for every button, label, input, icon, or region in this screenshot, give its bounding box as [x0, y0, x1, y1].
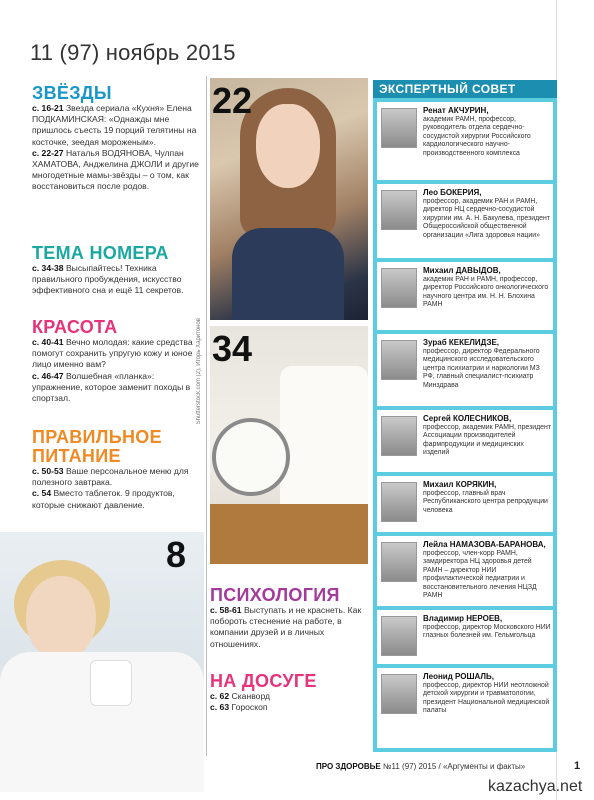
photo-pillow-shape — [280, 366, 368, 526]
beauty-pages-1: с. 40-41 — [32, 337, 64, 347]
section-leisure — [210, 672, 370, 713]
food-entry-2 — [32, 488, 202, 510]
page-edge — [556, 0, 594, 800]
expert-portrait — [381, 268, 417, 308]
section-title-psych: ПСИХОЛОГИЯ — [210, 585, 340, 605]
expert-portrait — [381, 340, 417, 380]
expert-card — [377, 262, 553, 330]
expert-portrait — [381, 482, 417, 522]
expert-name: Михаил ДАВЫДОВ, — [423, 266, 501, 275]
column-divider — [206, 76, 207, 756]
expert-card — [377, 184, 553, 258]
leisure-text-2: Гороскоп — [231, 702, 268, 713]
leisure-entry-2 — [210, 702, 370, 713]
leisure-pages-2: с. 63 — [210, 702, 230, 713]
leisure-text-1: Сканворд — [231, 691, 271, 701]
psych-text-1: Выступать и не краснеть. Как побороть стеснение на работе, в компании друзей и в личных отношениях. — [210, 605, 362, 649]
expert-card — [377, 610, 553, 664]
photo-clothing-shape — [232, 228, 344, 320]
expert-name: Владимир НЕРОЕВ, — [423, 614, 503, 623]
beauty-pages-2: с. 46-47 — [32, 370, 64, 381]
expert-council-title: ЭКСПЕРТНЫЙ СОВЕТ — [373, 80, 557, 98]
expert-name: Леонид РОШАЛЬ, — [423, 672, 494, 681]
page-footer — [316, 762, 525, 771]
theme-entry-1 — [32, 263, 202, 297]
expert-desc: профессор, академик РАН и РАМН, директор НЦ сердечно-сосудистой хирургии им. А. Н. Бакулева, президент Общероссийской общественной организации «Лига здоровья нации» — [423, 198, 550, 239]
section-title-leisure: НА ДОСУГЕ — [210, 671, 317, 691]
footer-issue: №11 (97) 2015 / «Аргументы и факты» — [382, 762, 526, 771]
expert-desc: профессор, директор НИИ неотложной детской хирургии и травматологии, президент Национальной медицинской палаты — [423, 682, 550, 715]
section-title-food-1: ПРАВИЛЬНОЕ — [32, 427, 162, 447]
stars-pages-1: с. 16-21 — [32, 103, 64, 113]
expert-portrait — [381, 674, 417, 714]
expert-desc: профессор, директор Московского НИИ глазных болезней им. Гельмгольца — [423, 624, 551, 640]
stars-entry-1 — [32, 103, 202, 148]
food-text-1: Ваше персональное меню для полезного завтрака. — [32, 466, 189, 488]
expert-desc: профессор, академик РАМН, президент Ассоциации производителей фармпродукции и медицинских изделий — [423, 424, 551, 457]
psych-pages-1: с. 58-61 — [210, 605, 242, 615]
expert-desc: профессор, директор Федерального медицинского исследовательского центра психиатрии и наркологии МЗ РФ, главный специалист-психиатр Минздрава — [423, 348, 540, 389]
food-pages-1: с. 50-53 — [32, 466, 64, 476]
section-title-theme: ТЕМА НОМЕРА — [32, 243, 169, 263]
expert-name: Михаил КОРЯКИН, — [423, 480, 497, 489]
food-pages-2: с. 54 — [32, 488, 52, 499]
beauty-entry-2 — [32, 371, 202, 405]
stars-entry-2 — [32, 148, 202, 193]
photo-credit: Shutterstock.com (2), Игорь Харитонов — [196, 318, 202, 425]
expert-card — [377, 476, 553, 532]
issue-title: 11 (97) ноябрь 2015 — [30, 40, 236, 65]
page-number: 1 — [574, 760, 581, 772]
expert-desc: профессор, член-корр РАМН, замдиректора НЦ здоровья детей РАМН – директор НИИ профилактической педиатрии и восстановительного лечения НЦЗД РАМН — [423, 550, 537, 600]
page-number-22: 22 — [212, 80, 253, 121]
stars-text-2: Наталья ВОДЯНОВА, Чулпан ХАМАТОВА, Анджелина ДЖОЛИ и другие многодетные мамы-звёзды – о том, как восстановиться после родов. — [32, 147, 199, 192]
psych-entry-1 — [210, 605, 370, 650]
expert-name: Ренат АКЧУРИН, — [423, 106, 489, 115]
section-food — [32, 428, 202, 511]
expert-portrait — [381, 616, 417, 656]
expert-portrait — [381, 190, 417, 230]
beauty-entry-1 — [32, 337, 202, 371]
photo-girl-face — [26, 576, 96, 660]
page-number-34: 34 — [212, 328, 253, 369]
theme-pages-1: с. 34-38 — [32, 263, 64, 273]
expert-council-panel — [373, 80, 557, 752]
section-title-beauty: КРАСОТА — [32, 317, 118, 337]
expert-portrait — [381, 542, 417, 582]
expert-card — [377, 102, 553, 180]
beauty-text-2: Волшебная «планка»: упражнение, которое заменит походы в спортзал. — [32, 370, 191, 404]
stars-pages-2: с. 22-27 — [32, 147, 64, 158]
section-title-stars: ЗВЁЗДЫ — [32, 83, 112, 103]
food-text-2: Вместо таблеток. 9 продуктов, которые снижают давление. — [32, 488, 175, 510]
food-entry-1 — [32, 466, 202, 488]
alarm-clock-icon — [212, 418, 290, 496]
expert-name: Лео БОКЕРИЯ, — [423, 188, 482, 197]
section-theme — [32, 244, 202, 297]
photo-face-shape — [256, 104, 320, 188]
section-title-food-2: ПИТАНИЕ — [32, 446, 121, 466]
theme-text-1: Высыпайтесь! Техника правильного пробуждения, искусство эффективного сна и ещё 11 секретов. — [32, 263, 184, 296]
expert-portrait — [381, 108, 417, 148]
expert-card — [377, 410, 553, 472]
section-stars — [32, 84, 202, 193]
expert-desc: академик РАМН, профессор, руководитель отдела сердечно-сосудистой хирургии Российского кардиологического научно-производственного комплекса — [423, 116, 531, 157]
expert-card — [377, 334, 553, 406]
beauty-text-1: Вечно молодая: какие средства помогут сохранить упругую кожу и юное лицо именно вам? — [32, 337, 193, 370]
expert-card — [377, 668, 553, 748]
section-beauty — [32, 318, 202, 404]
expert-name: Зураб КЕКЕЛИДЗЕ, — [423, 338, 500, 347]
expert-name: Сергей КОЛЕСНИКОВ, — [423, 414, 512, 423]
footer-brand: ПРО ЗДОРОВЬЕ — [316, 762, 381, 771]
mug-icon — [90, 660, 132, 706]
leisure-entry-1 — [210, 691, 370, 702]
watermark: kazachya.net — [488, 778, 583, 795]
stars-text-1: Звезда сериала «Кухня» Елена ПОДКАМИНСКАЯ: «Однажды мне пришлось съесть 19 порций телятины на косточке, зеедая мороженым». — [32, 103, 197, 147]
leisure-pages-1: с. 62 — [210, 691, 230, 701]
section-psych — [210, 586, 370, 650]
expert-name: Лейла НАМАЗОВА-БАРАНОВА, — [423, 540, 546, 549]
expert-desc: профессор, главный врач Республиканского центра репродукции человека — [423, 490, 548, 514]
expert-card — [377, 536, 553, 606]
photo-table-shape — [210, 504, 368, 564]
page-number-8: 8 — [166, 534, 187, 575]
expert-desc: академик РАН и РАМН, профессор, директор Российского онкологического научного центра им. Н. Н. Блохина РАМН — [423, 276, 549, 309]
expert-portrait — [381, 416, 417, 456]
